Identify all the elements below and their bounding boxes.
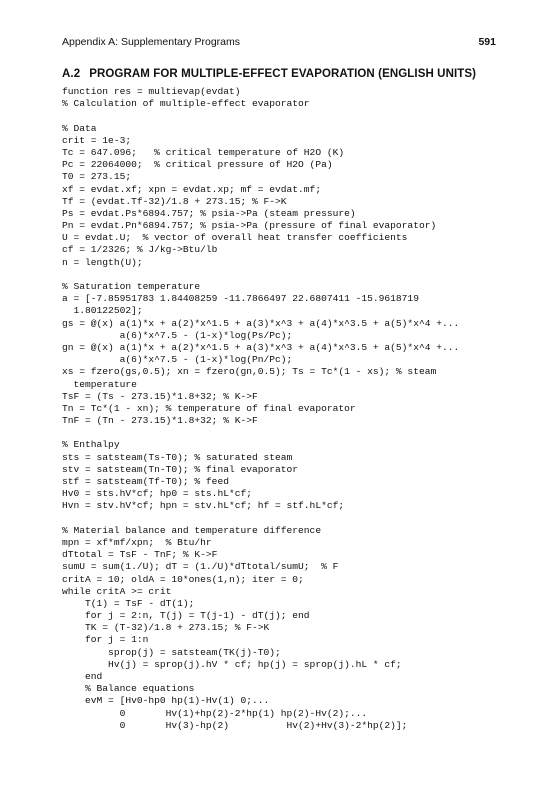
code-line: % Balance equations xyxy=(62,683,195,695)
code-line: TK = (T-32)/1.8 + 273.15; % F->K xyxy=(62,622,270,634)
code-line: temperature xyxy=(62,378,137,390)
code-line: 0 Hv(3)-hp(2) Hv(2)+Hv(3)-2*hp(2)]; xyxy=(62,719,408,731)
code-line: TsF = (Ts - 273.15)*1.8+32; % K->F xyxy=(62,390,258,402)
code-line: for j = 2:n, T(j) = T(j-1) - dT(j); end xyxy=(62,610,310,622)
code-line: 0 Hv(1)+hp(2)-2*hp(1) hp(2)-Hv(2);... xyxy=(62,707,368,719)
code-line: crit = 1e-3; xyxy=(62,134,132,146)
code-line: mpn = xf*mf/xpn; % Btu/hr xyxy=(62,536,212,548)
code-line: a(6)*x^7.5 - (1-x)*log(Pn/Pc); xyxy=(62,354,293,366)
code-line xyxy=(62,427,538,439)
section-heading xyxy=(62,68,518,80)
code-line: Tn = Tc*(1 - xn); % temperature of final evaporator xyxy=(62,402,356,414)
code-line: stv = satsteam(Tn-T0); % final evaporator xyxy=(62,463,299,475)
code-line: Pn = evdat.Pn*6894.757; % psia->Pa (pressure of final evaporator) xyxy=(62,220,437,232)
code-line: for j = 1:n xyxy=(62,634,149,646)
code-line: Hv0 = sts.hV*cf; hp0 = sts.hL*cf; xyxy=(62,488,252,500)
code-line: end xyxy=(62,671,103,682)
code-line xyxy=(62,269,538,281)
code-line: % Saturation temperature xyxy=(62,281,201,292)
code-line: sumU = sum(1./U); dT = (1./U)*dTtotal/sumU; % F xyxy=(62,561,339,573)
code-line: % Material balance and temperature difference xyxy=(62,524,322,536)
running-header-title: Appendix A: Supplementary Programs xyxy=(62,36,241,48)
code-line: % Calculation of multiple-effect evaporator xyxy=(62,98,310,110)
code-line: stf = satsteam(Tf-T0); % feed xyxy=(62,476,229,487)
running-header xyxy=(62,36,496,48)
code-line: a = [-7.85951783 1.84408259 -11.7866497 22.6807411 -15.9618719 xyxy=(62,293,419,305)
code-line: n = length(U); xyxy=(62,256,143,268)
section-title: PROGRAM FOR MULTIPLE-EFFECT EVAPORATION (ENGLISH UNITS) xyxy=(89,68,477,80)
code-line: TnF = (Tn - 273.15)*1.8+32; % K->F xyxy=(62,415,258,427)
code-line: Tc = 647.096; % critical temperature of H2O (K) xyxy=(62,146,345,158)
page-number: 591 xyxy=(478,36,496,48)
code-listing xyxy=(62,86,538,732)
code-line: T(1) = TsF - dT(1); xyxy=(62,597,195,609)
code-line: Tf = (evdat.Tf-32)/1.8 + 273.15; % F->K xyxy=(62,195,287,207)
code-line: Pc = 22064000; % critical pressure of H2O (Pa) xyxy=(62,159,333,171)
code-line: Ps = evdat.Ps*6894.757; % psia->Pa (steam pressure) xyxy=(62,207,356,219)
code-line: U = evdat.U; % vector of overall heat transfer coefficients xyxy=(62,232,408,244)
code-line: dTtotal = TsF - TnF; % K->F xyxy=(62,549,218,561)
code-line: xf = evdat.xf; xpn = evdat.xp; mf = evdat.mf; xyxy=(62,183,322,195)
code-line: Hvn = stv.hV*cf; hpn = stv.hL*cf; hf = stf.hL*cf; xyxy=(62,500,345,512)
code-line: gs = @(x) a(1)*x + a(2)*x^1.5 + a(3)*x^3 + a(4)*x^3.5 + a(5)*x^4 +... xyxy=(62,317,460,329)
code-line: xs = fzero(gs,0.5); xn = fzero(gn,0.5); Ts = Tc*(1 - xs); % steam xyxy=(62,366,437,378)
code-line xyxy=(62,110,538,122)
code-line: function res = multievap(evdat) xyxy=(62,86,241,97)
code-line: % Enthalpy xyxy=(62,439,120,451)
code-line: sts = satsteam(Ts-T0); % saturated steam xyxy=(62,451,293,463)
code-line: % Data xyxy=(62,122,97,134)
code-line: gn = @(x) a(1)*x + a(2)*x^1.5 + a(3)*x^3 + a(4)*x^3.5 + a(5)*x^4 +... xyxy=(62,341,460,353)
code-line: 1.80122502]; xyxy=(62,305,143,317)
code-line: Hv(j) = sprop(j).hV * cf; hp(j) = sprop(j).hL * cf; xyxy=(62,658,402,670)
section-number: A.2 xyxy=(62,68,81,80)
code-line: T0 = 273.15; xyxy=(62,171,132,183)
code-line: evM = [Hv0-hp0 hp(1)-Hv(1) 0;... xyxy=(62,695,270,707)
code-line: critA = 10; oldA = 10*ones(1,n); iter = 0; xyxy=(62,573,304,585)
code-line xyxy=(62,513,538,525)
code-line: while critA >= crit xyxy=(62,585,172,597)
code-line: sprop(j) = satsteam(TK(j)-T0); xyxy=(62,646,281,658)
code-line: cf = 1/2326; % J/kg->Btu/lb xyxy=(62,244,218,256)
code-line: a(6)*x^7.5 - (1-x)*log(Ps/Pc); xyxy=(62,329,293,341)
